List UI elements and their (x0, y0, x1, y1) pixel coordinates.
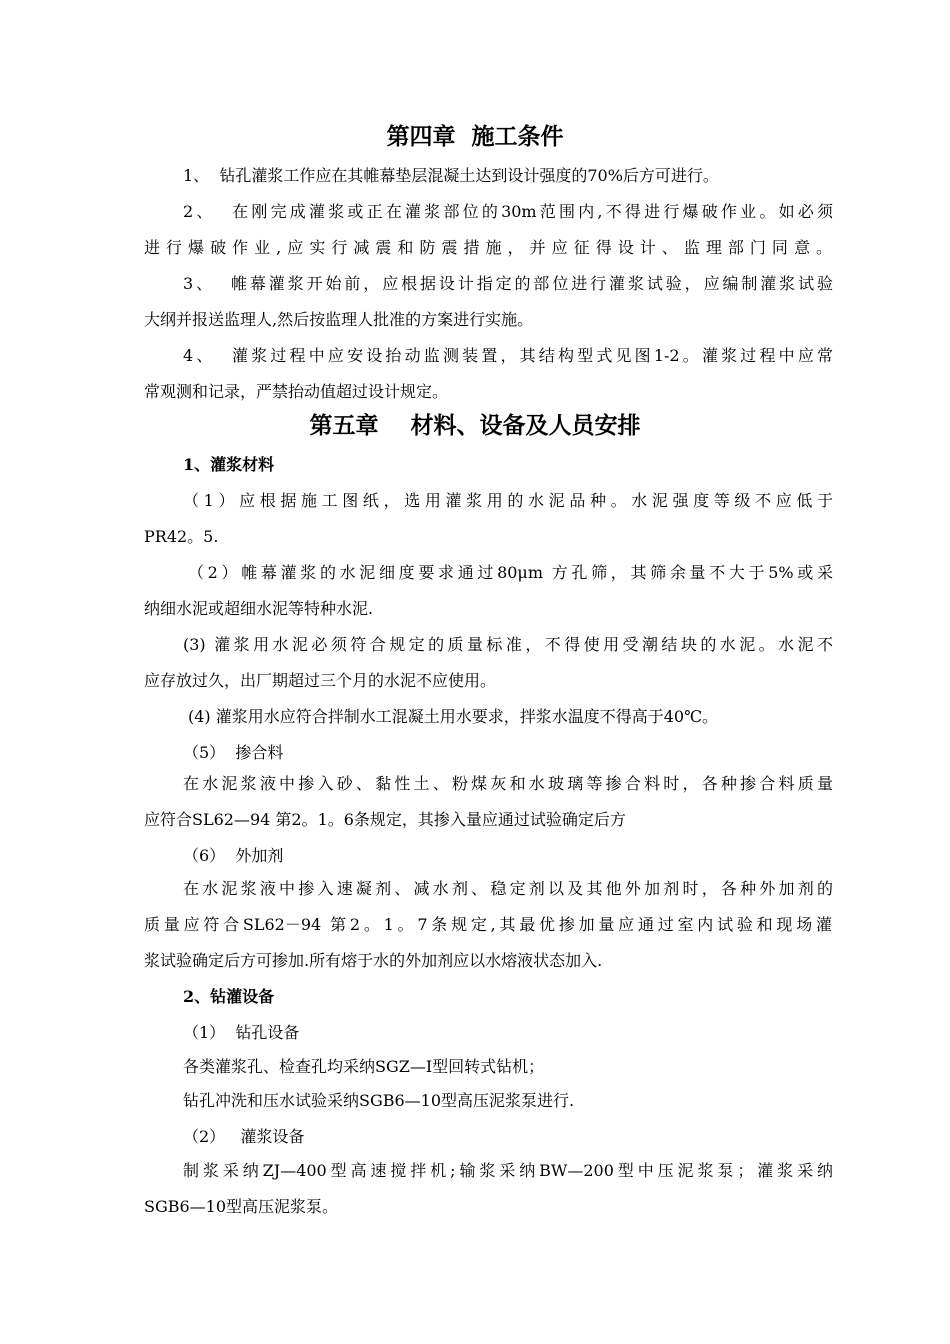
ch5-line-6: 应存放过久，出厂期超过三个月的水泥不应使用。 (144, 671, 497, 690)
section-2-title: 2、钻灌设备 (183, 987, 275, 1006)
ch5-line-7: (4) 灌浆用水应符合拌制水工混凝土用水要求，拌浆水温度不得高于40℃。 (188, 707, 719, 726)
ch5-eq-line-4: （2） 灌浆设备 (183, 1127, 305, 1146)
ch4-line-1: 1、 钻孔灌浆工作应在其帷幕垫层混凝土达到设计强度的70%后方可进行。 (183, 166, 719, 185)
ch4-line-6: 4、 灌浆过程中应安设抬动监测装置，其结构型式见图1-2。灌浆过程中应常 (183, 346, 833, 365)
ch4-line-3: 进行爆破作业,应实行减震和防震措施，并应征得设计、监理部门同意。 (144, 238, 832, 257)
ch5-line-11: （6） 外加剂 (183, 846, 284, 865)
ch4-line-5: 大纲并报送监理人,然后按监理人批准的方案进行实施。 (144, 310, 534, 329)
ch5-eq-line-1: （1） 钻孔设备 (183, 1023, 300, 1042)
ch4-line-7: 常观测和记录，严禁抬动值超过设计规定。 (144, 382, 449, 401)
ch5-line-9: 在水泥浆液中掺入砂、黏性土、粉煤灰和水玻璃等掺合料时，各种掺合料质量 (183, 774, 833, 793)
ch5-line-1: （1）应根据施工图纸，选用灌浆用的水泥品种。水泥强度等级不应低于 (183, 491, 833, 510)
ch5-line-10: 应符合SL62—94 第2。1。6条规定，其掺入量应通过试验确定后方 (144, 810, 626, 829)
ch5-line-14: 浆试验确定后方可掺加.所有熔于水的外加剂应以水熔液状态加入. (144, 951, 603, 970)
ch5-line-12: 在水泥浆液中掺入速凝剂、减水剂、稳定剂以及其他外加剂时，各种外加剂的 (183, 879, 833, 898)
ch5-line-5: (3) 灌浆用水泥必须符合规定的质量标准，不得使用受潮结块的水泥。水泥不 (183, 635, 833, 654)
ch5-eq-line-6: SGB6—10型高压泥浆泵。 (144, 1197, 339, 1216)
ch5-line-8: （5） 掺合料 (183, 743, 284, 762)
ch5-eq-line-5: 制浆采纳ZJ—400型高速搅拌机;输浆采纳BW—200型中压泥浆泵；灌浆采纳 (183, 1161, 833, 1180)
ch5-line-13: 质量应符合SL62－94 第2。1。7条规定,其最优掺加量应通过室内试验和现场灌 (144, 915, 832, 934)
ch4-line-4: 3、 帷幕灌浆开始前，应根据设计指定的部位进行灌浆试验，应编制灌浆试验 (183, 274, 833, 293)
chapter-5-title: 第五章 材料、设备及人员安排 (309, 412, 641, 439)
ch5-line-2: PR42。5. (144, 527, 219, 546)
ch4-line-2: 2、 在刚完成灌浆或正在灌浆部位的30m范围内,不得进行爆破作业。如必须 (183, 202, 833, 221)
ch5-line-3: （2）帷幕灌浆的水泥细度要求通过80μm 方孔筛，其筛余量不大于5%或采 (188, 563, 833, 582)
chapter-4-title: 第四章 施工条件 (386, 123, 564, 150)
ch5-eq-line-2: 各类灌浆孔、检查孔均采纳SGZ—I型回转式钻机； (183, 1057, 545, 1076)
ch5-line-4: 纳细水泥或超细水泥等特种水泥. (144, 599, 374, 618)
section-1-title: 1、灌浆材料 (183, 455, 275, 474)
ch5-eq-line-3: 钻孔冲洗和压水试验采纳SGB6—10型高压泥浆泵进行. (183, 1091, 575, 1110)
